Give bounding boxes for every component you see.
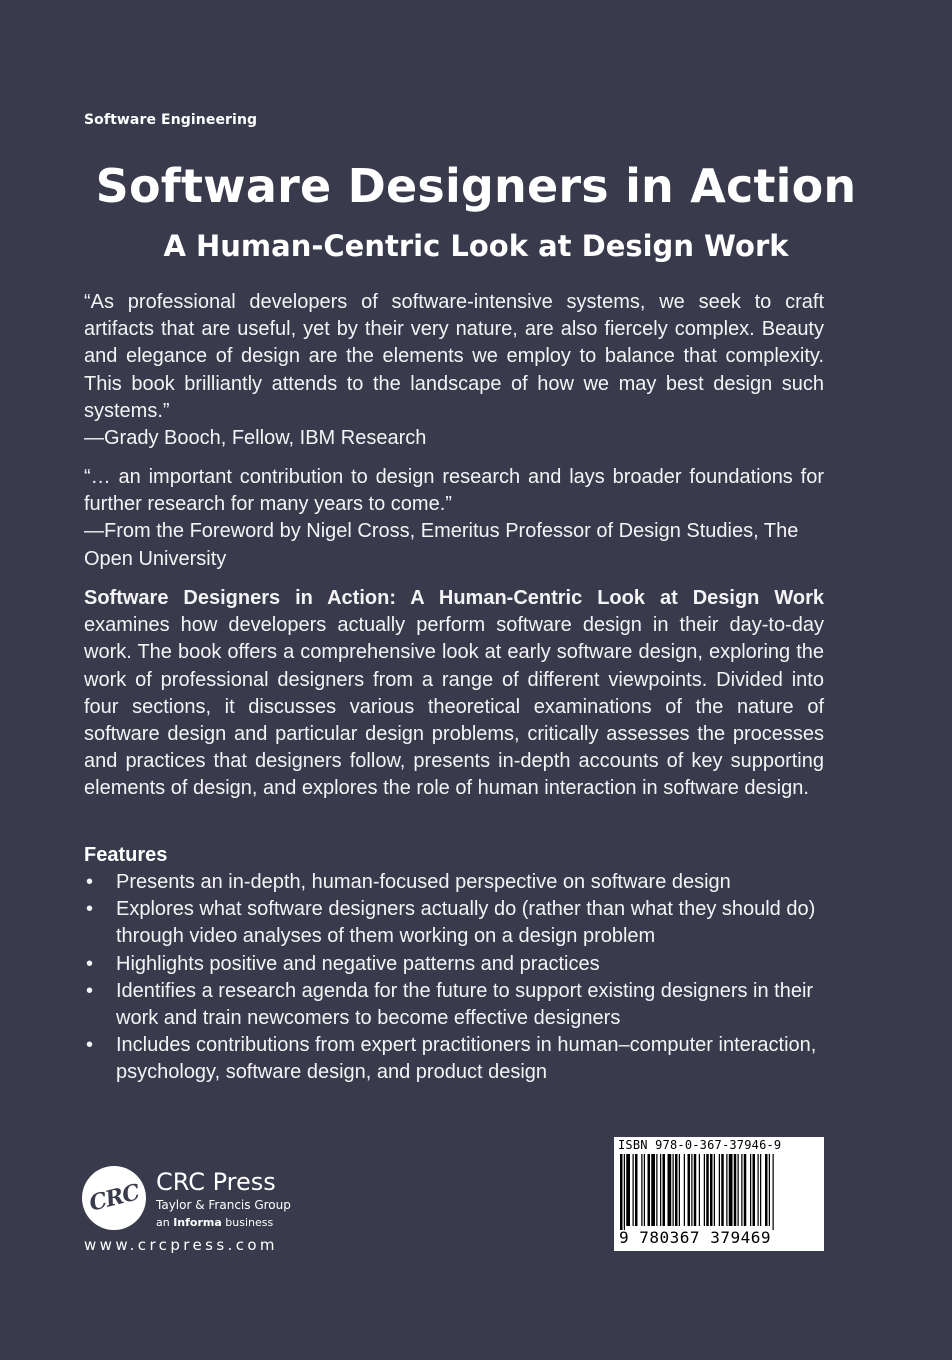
barcode-bar bbox=[656, 1154, 657, 1226]
isbn-barcode bbox=[614, 1137, 824, 1251]
bullet-icon: • bbox=[86, 1034, 94, 1057]
features-list bbox=[84, 869, 824, 1087]
informa-suffix: business bbox=[225, 1216, 274, 1229]
feature-item bbox=[84, 896, 824, 950]
barcode-bar bbox=[750, 1154, 751, 1226]
feature-item bbox=[84, 978, 824, 1032]
quote-booch bbox=[84, 289, 824, 452]
informa-prefix: an bbox=[156, 1216, 170, 1229]
crc-logo-icon bbox=[82, 1166, 146, 1230]
bullet-icon: • bbox=[86, 952, 94, 975]
barcode-bar bbox=[758, 1154, 759, 1226]
barcode-bar bbox=[741, 1154, 742, 1226]
description-book-title: Software Designers in Action: A Human-Centric Look at Design Work bbox=[84, 587, 824, 609]
barcode-bar bbox=[744, 1154, 747, 1226]
barcode-bar bbox=[644, 1154, 645, 1226]
barcode-bar bbox=[773, 1154, 774, 1230]
bullet-icon: • bbox=[86, 898, 94, 921]
barcode-bar bbox=[668, 1154, 672, 1226]
barcode-bar bbox=[734, 1154, 737, 1226]
barcode-bars-icon bbox=[614, 1154, 824, 1230]
quote-text: “As professional developers of software-intensive systems, we seek to craft artifacts that are useful, yet by their very nature, are also fiercely complex. Beauty and elegance of design are the elements we employ to balance that complexity. This book brilliantly attends to the landscape of how we may best design such systems.” bbox=[84, 291, 824, 422]
barcode-bar bbox=[641, 1154, 642, 1226]
informa-brand: Informa bbox=[173, 1216, 222, 1229]
barcode-bar bbox=[738, 1154, 739, 1226]
feature-item bbox=[84, 869, 824, 896]
barcode-digits: 9 780367 379469 bbox=[619, 1228, 771, 1247]
barcode-bar bbox=[753, 1154, 756, 1226]
barcode-bar bbox=[673, 1154, 674, 1226]
barcode-bar bbox=[675, 1154, 678, 1226]
barcode-bar bbox=[706, 1154, 709, 1226]
barcode-bar bbox=[626, 1154, 630, 1226]
barcode-bar bbox=[624, 1154, 625, 1230]
book-title: Software Designers in Action bbox=[95, 159, 857, 213]
barcode-bar bbox=[620, 1154, 623, 1230]
category-label: Software Engineering bbox=[84, 112, 258, 128]
book-subtitle: A Human-Centric Look at Design Work bbox=[163, 229, 789, 263]
barcode-bar bbox=[633, 1154, 634, 1226]
barcode-bar bbox=[726, 1154, 727, 1226]
barcode-bar bbox=[635, 1154, 638, 1226]
bullet-icon: • bbox=[86, 871, 94, 893]
barcode-bar bbox=[704, 1154, 705, 1226]
publisher-name: CRC Press bbox=[156, 1168, 276, 1196]
quote-cross bbox=[84, 464, 824, 573]
quote-attribution: —Grady Booch, Fellow, IBM Research bbox=[84, 427, 427, 450]
barcode-bar bbox=[729, 1154, 733, 1226]
publisher-group: Taylor & Francis Group bbox=[156, 1198, 291, 1212]
feature-text: Highlights positive and negative patterns and practices bbox=[116, 952, 600, 975]
book-description bbox=[84, 585, 824, 803]
barcode-bar bbox=[765, 1154, 768, 1226]
barcode-bar bbox=[699, 1154, 700, 1226]
bullet-icon: • bbox=[86, 979, 94, 1002]
barcode-bar bbox=[719, 1154, 720, 1226]
feature-text: Presents an in-depth, human-focused perspective on software design bbox=[116, 871, 731, 893]
barcode-bar bbox=[688, 1154, 691, 1226]
quote-text: “… an important contribution to design research and lays broader foundations for further research for many years to come.” bbox=[84, 466, 824, 516]
publisher-informa bbox=[156, 1215, 273, 1231]
feature-item bbox=[84, 951, 824, 978]
barcode-bar bbox=[684, 1154, 685, 1226]
barcode-bar bbox=[691, 1154, 692, 1226]
crc-logo-text: CRC bbox=[86, 1179, 142, 1217]
barcode-bar bbox=[721, 1154, 724, 1226]
feature-item bbox=[84, 1032, 824, 1086]
isbn-label: ISBN 978-0-367-37946-9 bbox=[618, 1138, 782, 1152]
barcode-bar bbox=[710, 1154, 713, 1226]
barcode-bar bbox=[694, 1154, 697, 1226]
features-heading: Features bbox=[84, 844, 168, 866]
barcode-bar bbox=[651, 1154, 655, 1226]
feature-text: Explores what software designers actually do (rather than what they should do) through video analyses of them working on a design problem bbox=[116, 898, 816, 948]
feature-text: Identifies a research agenda for the future to support existing designers in their work and train newcomers to become effective designers bbox=[116, 979, 814, 1030]
barcode-bar bbox=[760, 1154, 761, 1226]
barcode-bar bbox=[648, 1154, 651, 1226]
barcode-bar bbox=[679, 1154, 680, 1226]
barcode-bar bbox=[769, 1154, 770, 1226]
publisher-url: www.crcpress.com bbox=[84, 1236, 278, 1254]
quote-attribution: —From the Foreword by Nigel Cross, Emeritus Professor of Design Studies, The Open University bbox=[84, 520, 799, 570]
barcode-bar bbox=[660, 1154, 661, 1226]
barcode-bar bbox=[714, 1154, 715, 1226]
barcode-bar bbox=[663, 1154, 666, 1226]
feature-text: Includes contributions from expert practitioners in human–computer interaction, psychology, software design, and product design bbox=[116, 1034, 817, 1084]
description-text: examines how developers actually perform software design in their day-to-day work. The book offers a comprehensive look at early software design, exploring the work of professional designers from a range of different viewpoints. Divided into four sections, it discusses various theoretical examinations of the nature of software design and particular design problems, critically assesses the processes and practices that designers follow, presents in-depth accounts of key supporting elements of design, and explores the role of human interaction in software design. bbox=[84, 614, 824, 800]
